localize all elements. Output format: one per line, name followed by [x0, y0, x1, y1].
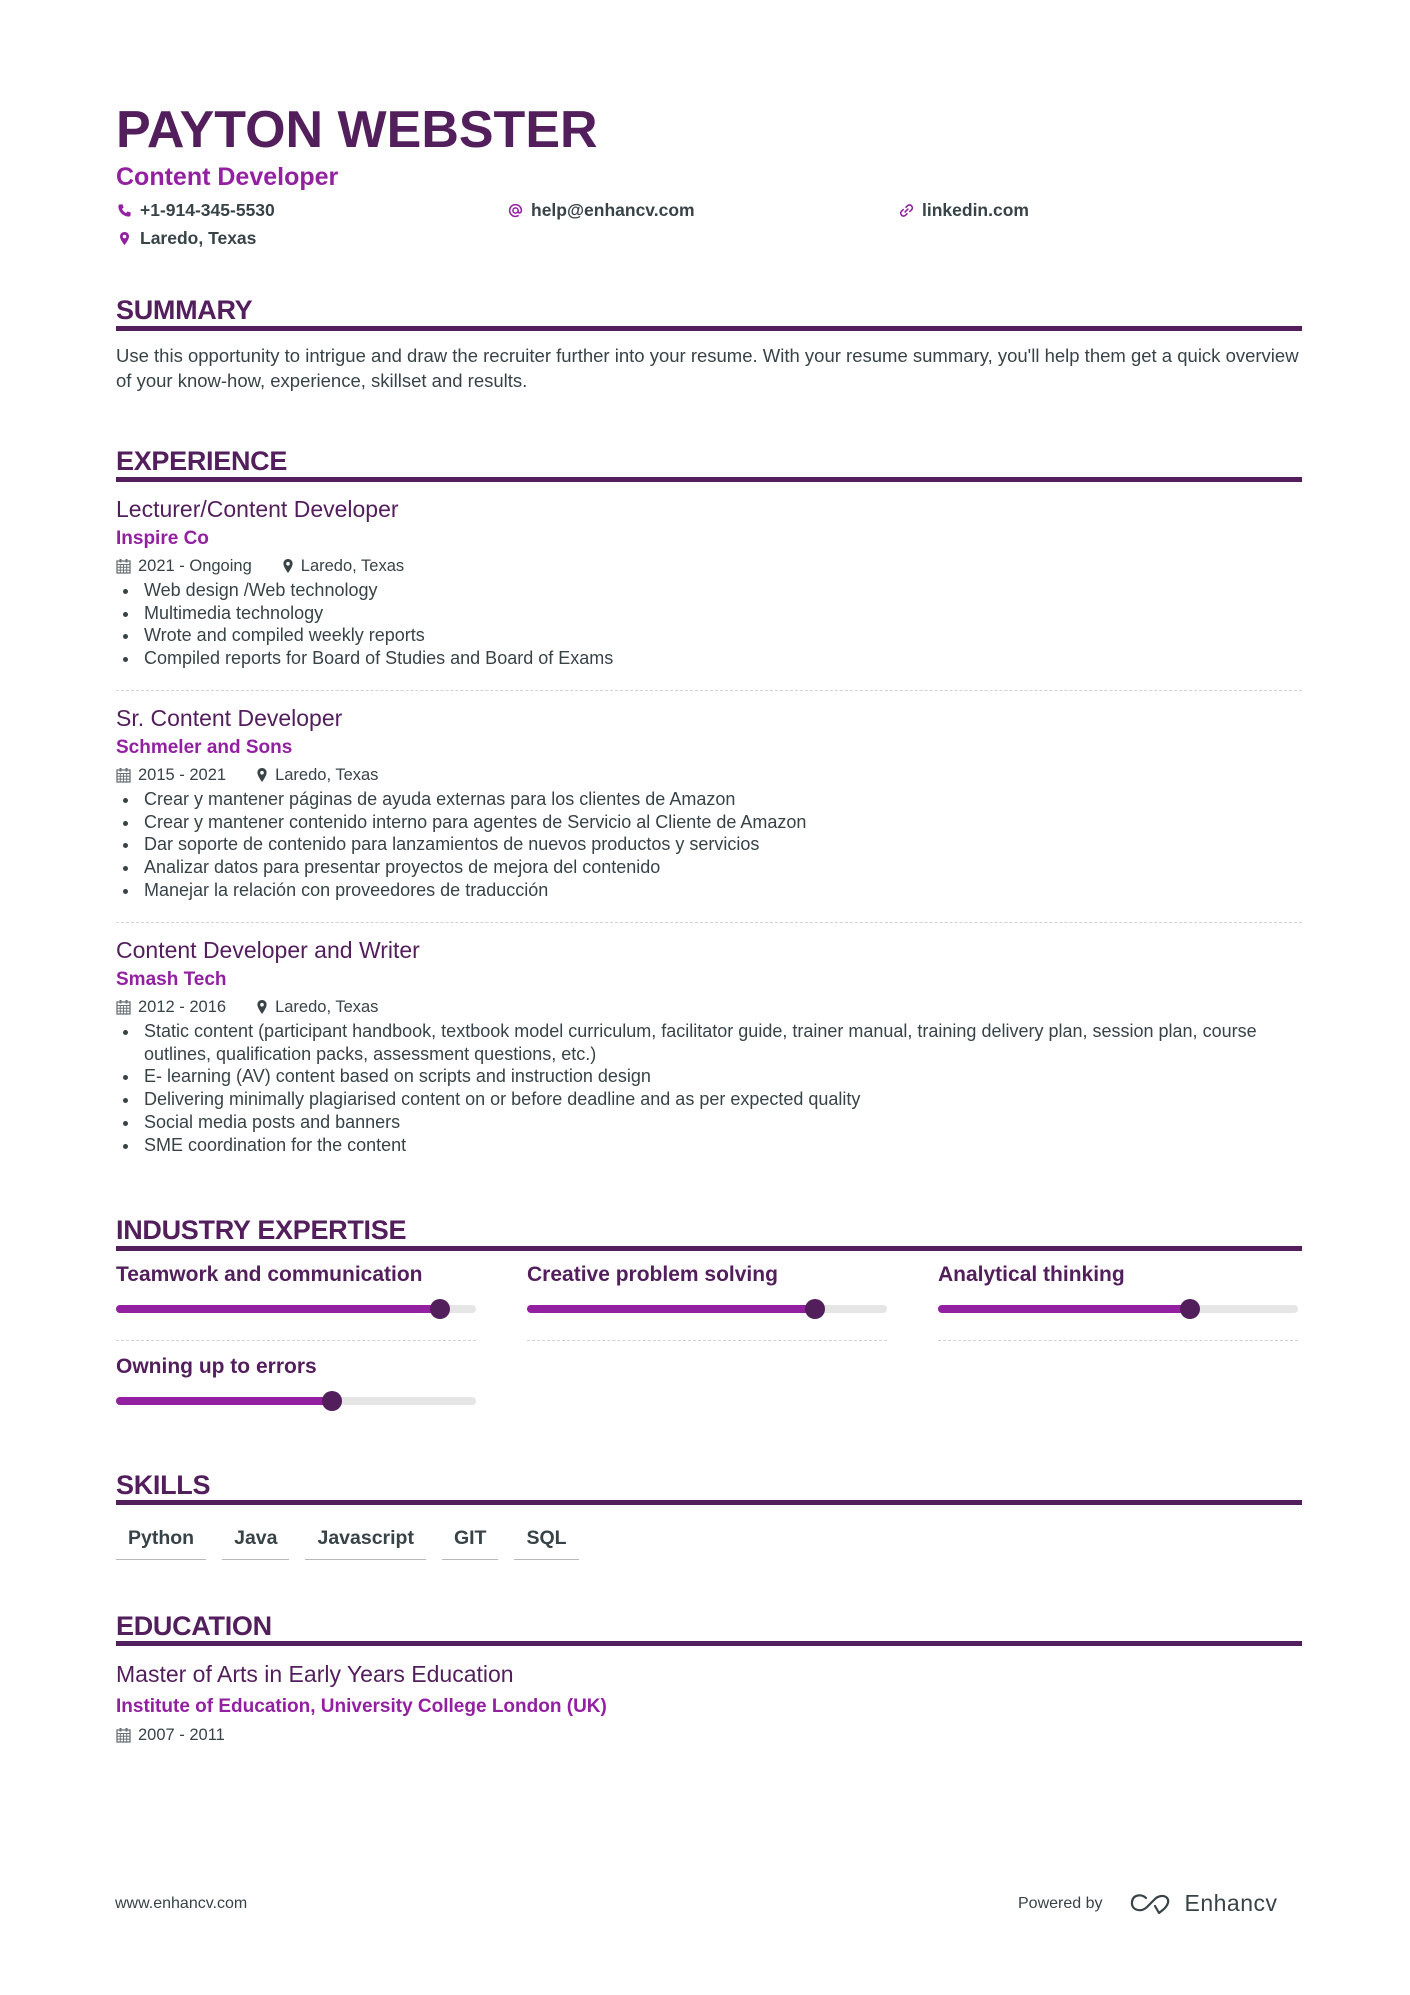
bullet-item: Web design /Web technology	[116, 579, 1302, 602]
expertise-label: Analytical thinking	[938, 1263, 1125, 1286]
skill-tag: Javascript	[305, 1525, 425, 1560]
expertise-separator	[527, 1340, 887, 1341]
phone-icon	[116, 202, 132, 218]
expertise-label: Teamwork and communication	[116, 1263, 423, 1286]
education-heading: EDUCATION	[116, 1611, 272, 1641]
skills-list	[116, 1525, 595, 1560]
bullet-item: Crear y mantener contenido interno para agentes de Servicio al Cliente de Amazon	[116, 811, 1302, 834]
expertise-level-knob	[322, 1391, 342, 1411]
footer-powered-by[interactable]	[1018, 1890, 1278, 1917]
expertise-item	[527, 1262, 887, 1313]
skill-tag: Python	[116, 1525, 206, 1560]
candidate-title: Content Developer	[116, 163, 339, 191]
bullet-item: Wrote and compiled weekly reports	[116, 624, 1302, 647]
candidate-name: PAYTON WEBSTER	[116, 101, 598, 159]
at-icon	[507, 202, 523, 218]
bullet-item: Delivering minimally plagiarised content on or before deadline and as per expected quality	[116, 1088, 1302, 1111]
expertise-heading: INDUSTRY EXPERTISE	[116, 1215, 407, 1245]
summary-divider	[116, 326, 1302, 331]
calendar-icon	[116, 558, 131, 574]
school-name: Institute of Education, University College London (UK)	[116, 1696, 607, 1717]
education-divider	[116, 1641, 1302, 1646]
skills-heading: SKILLS	[116, 1470, 211, 1500]
expertise-level-fill	[527, 1305, 815, 1313]
experience-separator	[116, 690, 1302, 691]
expertise-separator	[938, 1340, 1298, 1341]
summary-heading: SUMMARY	[116, 295, 253, 325]
expertise-label: Owning up to errors	[116, 1355, 317, 1378]
contact-phone	[116, 199, 275, 221]
expertise-level-fill	[116, 1305, 440, 1313]
job-title: Lecturer/Content Developer	[116, 496, 399, 522]
job-dates: 2012 - 2016	[116, 996, 226, 1018]
experience-heading: EXPERIENCE	[116, 446, 288, 476]
expertise-divider	[116, 1246, 1302, 1251]
job-location: Laredo, Texas	[282, 555, 404, 577]
bullet-item: SME coordination for the content	[116, 1134, 1302, 1157]
contact-email[interactable]	[507, 199, 695, 221]
phone-text: +1-914-345-5530	[140, 200, 275, 220]
job-location: Laredo, Texas	[256, 996, 378, 1018]
summary-text: Use this opportunity to intrigue and draw the recruiter further into your resume. With your resume summary, you'll help them get a quick overview of your know-how, experience, skillset and results.	[116, 345, 1299, 391]
education-dates: 2007 - 2011	[116, 1724, 225, 1746]
expertise-level-bar	[116, 1305, 476, 1313]
experience-item	[116, 703, 1302, 902]
company-name: Inspire Co	[116, 528, 209, 549]
bullet-item: Analizar datos para presentar proyectos de mejora del contenido	[116, 856, 1302, 879]
bullet-item: Manejar la relación con proveedores de traducción	[116, 879, 1302, 902]
powered-by-label: Powered by	[1018, 1894, 1103, 1912]
map-pin-icon	[256, 767, 268, 783]
bullet-item: Multimedia technology	[116, 602, 1302, 625]
bullet-item: E- learning (AV) content based on scripts and instruction design	[116, 1065, 1302, 1088]
skill-tag: GIT	[442, 1525, 499, 1560]
expertise-separator	[116, 1340, 476, 1341]
expertise-level-bar	[938, 1305, 1298, 1313]
expertise-item	[116, 1262, 476, 1313]
experience-divider	[116, 477, 1302, 482]
job-bullets	[116, 1020, 1302, 1156]
degree-title: Master of Arts in Early Years Education	[116, 1661, 514, 1687]
job-meta	[116, 996, 1302, 1018]
bullet-item: Compiled reports for Board of Studies and Board of Exams	[116, 647, 1302, 670]
expertise-level-fill	[116, 1397, 332, 1405]
footer-website-link[interactable]: www.enhancv.com	[115, 1895, 248, 1912]
calendar-icon	[116, 767, 131, 783]
job-title: Sr. Content Developer	[116, 705, 343, 731]
expertise-level-bar	[527, 1305, 887, 1313]
job-bullets	[116, 579, 1302, 670]
bullet-item: Social media posts and banners	[116, 1111, 1302, 1134]
expertise-level-bar	[116, 1397, 476, 1405]
linkedin-link[interactable]: linkedin.com	[922, 200, 1029, 220]
enhancv-brand: Enhancv	[1184, 1890, 1278, 1916]
email-link[interactable]: help@enhancv.com	[531, 200, 695, 220]
expertise-label: Creative problem solving	[527, 1263, 778, 1286]
skills-divider	[116, 1500, 1302, 1505]
map-pin-icon	[116, 230, 132, 246]
job-dates: 2021 - Ongoing	[116, 555, 252, 577]
map-pin-icon	[282, 558, 294, 574]
location-text: Laredo, Texas	[140, 228, 257, 248]
company-name: Schmeler and Sons	[116, 737, 293, 758]
map-pin-icon	[256, 999, 268, 1015]
job-dates: 2015 - 2021	[116, 764, 226, 786]
company-name: Smash Tech	[116, 969, 227, 990]
expertise-level-knob	[1180, 1299, 1200, 1319]
expertise-level-knob	[805, 1299, 825, 1319]
link-icon	[898, 202, 914, 218]
job-title: Content Developer and Writer	[116, 937, 420, 963]
calendar-icon	[116, 1727, 131, 1743]
expertise-level-fill	[938, 1305, 1190, 1313]
skill-tag: Java	[222, 1525, 289, 1560]
experience-separator	[116, 922, 1302, 923]
enhancv-logo-icon	[1129, 1892, 1175, 1916]
expertise-item	[938, 1262, 1298, 1313]
enhancv-logo	[1129, 1890, 1278, 1917]
expertise-level-knob	[430, 1299, 450, 1319]
job-location: Laredo, Texas	[256, 764, 378, 786]
bullet-item: Crear y mantener páginas de ayuda externas para los clientes de Amazon	[116, 788, 1302, 811]
experience-item	[116, 935, 1302, 1156]
skill-tag: SQL	[514, 1525, 578, 1560]
expertise-item	[116, 1354, 476, 1405]
contact-location	[116, 227, 256, 249]
job-bullets	[116, 788, 1302, 902]
calendar-icon	[116, 999, 131, 1015]
experience-item	[116, 494, 1302, 670]
bullet-item: Dar soporte de contenido para lanzamientos de nuevos productos y servicios	[116, 833, 1302, 856]
bullet-item: Static content (participant handbook, textbook model curriculum, facilitator guide, trainer manual, training delivery plan, session plan, course outlines, qualification packs, assessment questions, etc.)	[116, 1020, 1302, 1065]
job-meta	[116, 555, 1302, 577]
job-meta	[116, 764, 1302, 786]
contact-link[interactable]	[898, 199, 1029, 221]
